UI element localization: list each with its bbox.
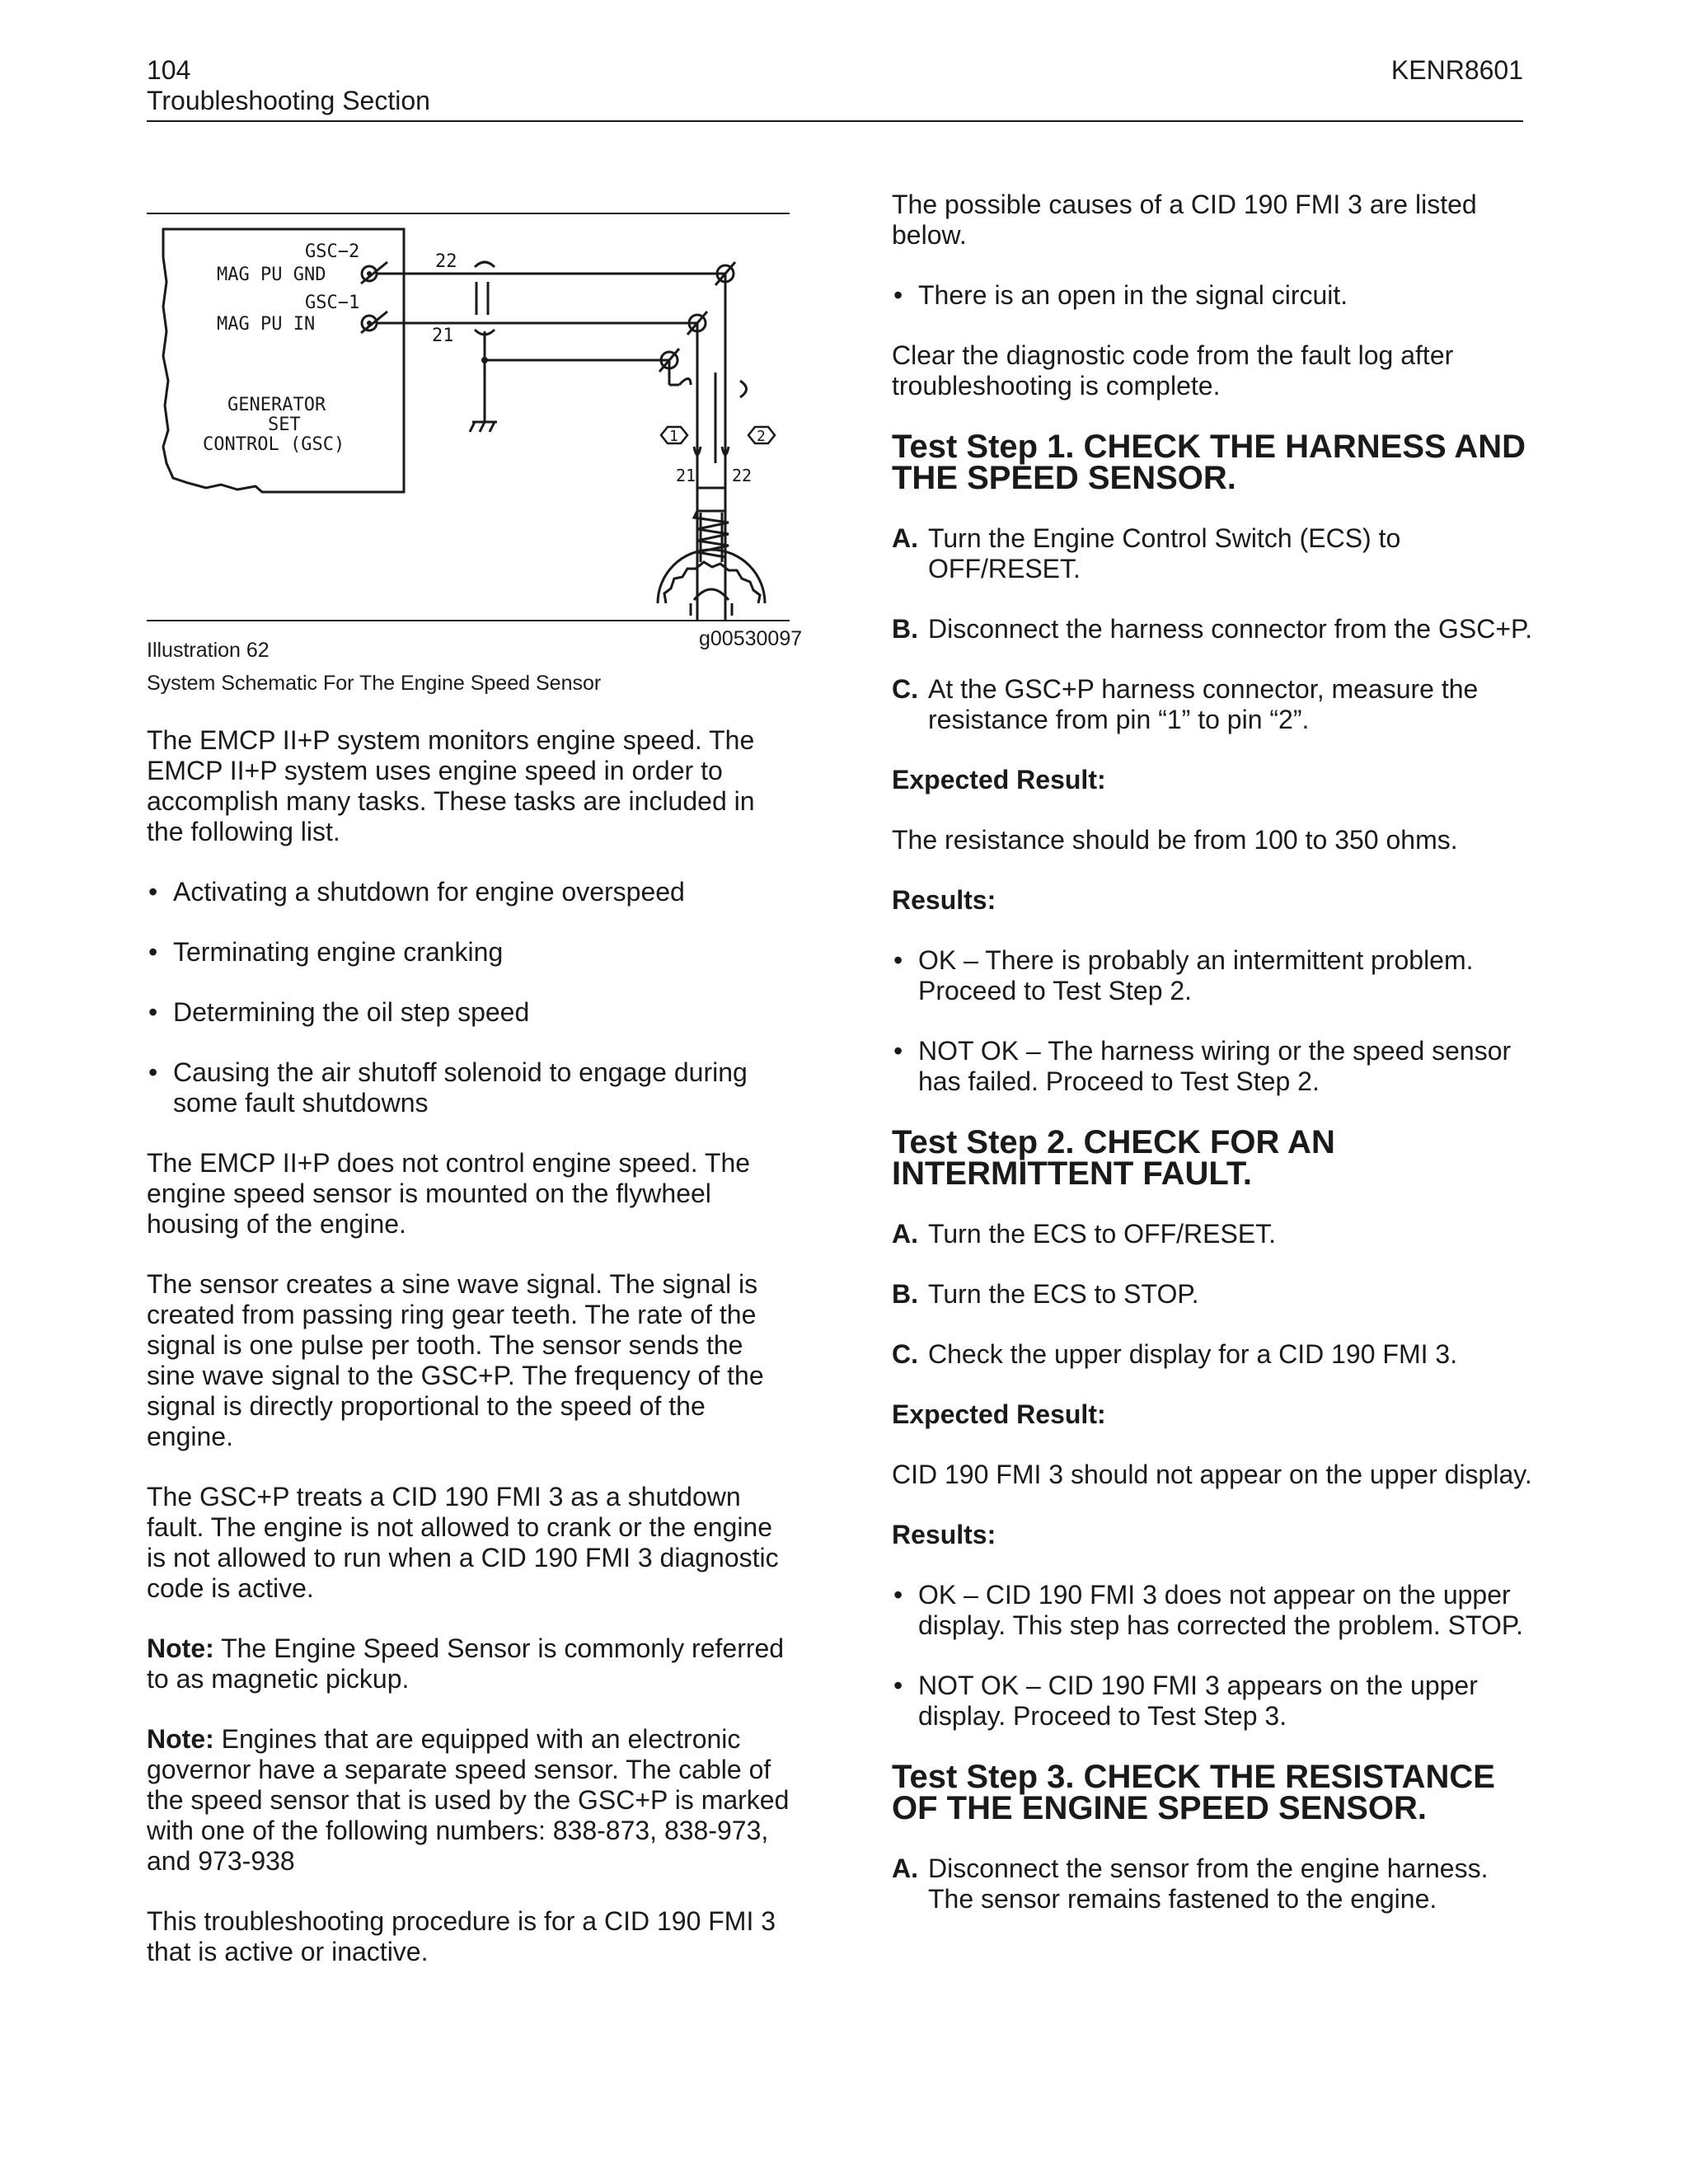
list-item: • OK – There is probably an intermittent problem. Proceed to Test Step 2.	[893, 945, 1474, 1005]
possible-causes-intro: The possible causes of a CID 190 FMI 3 are listed below.	[892, 190, 1477, 250]
test-step-3-heading: Test Step 3. CHECK THE RESISTANCE OF THE ENGINE SPEED SENSOR.	[892, 1759, 1495, 1826]
graphic-id: g00530097	[699, 627, 803, 650]
causes-list	[892, 280, 1535, 311]
list-item: • NOT OK – CID 190 FMI 3 appears on the upper display. Proceed to Test Step 3.	[893, 1671, 1478, 1731]
list-item: • Activating a shutdown for engine overspeed	[148, 877, 685, 907]
step2-c: C. Check the upper display for a CID 190 FMI 3.	[892, 1339, 1458, 1369]
figure-top-rule	[147, 213, 790, 214]
step1-expected-text: The resistance should be from 100 to 350 ohms.	[892, 825, 1458, 855]
step2-expected-text: CID 190 FMI 3 should not appear on the upper display.	[892, 1460, 1532, 1489]
page-number: 104	[147, 55, 191, 85]
step1-b: B. Disconnect the harness connector from the GSC+P.	[892, 614, 1533, 644]
label-gsc1: GSC−1	[305, 293, 360, 313]
step2-expected-label: Expected Result:	[892, 1399, 1106, 1429]
label-mag-pu-gnd: MAG PU GND	[217, 265, 326, 285]
label-wire-21: 21	[432, 326, 454, 346]
step1-c: C. At the GSC+P harness connector, measure the resistance from pin “1” to pin “2”.	[892, 674, 1479, 734]
document-id: KENR8601	[1390, 55, 1523, 85]
figure-bottom-rule	[147, 620, 790, 621]
label-control-gsc: CONTROL (GSC)	[203, 434, 345, 455]
label-pin-21: 21	[676, 466, 696, 485]
list-item: • Terminating engine cranking	[148, 937, 504, 967]
step2-b: B. Turn the ECS to STOP.	[892, 1279, 1199, 1309]
engine-speed-sensor-schematic	[147, 216, 790, 620]
label-generator: GENERATOR	[227, 395, 326, 415]
illustration-label: Illustration 62	[147, 639, 270, 662]
step1-expected-label: Expected Result:	[892, 765, 1106, 794]
task-list	[147, 877, 794, 1118]
step1-results-list	[892, 945, 1535, 1097]
label-pin-2: 2	[757, 428, 766, 445]
list-item: • There is an open in the signal circuit.	[893, 280, 1348, 310]
list-item: • Determining the oil step speed	[148, 997, 530, 1027]
step2-results-list	[892, 1580, 1535, 1732]
left-column	[147, 725, 794, 1997]
procedure-scope-paragraph: This troubleshooting procedure is for a CID 190 FMI 3 that is active or inactive.	[147, 1906, 776, 1966]
clear-code-paragraph: Clear the diagnostic code from the fault log after troubleshooting is complete.	[892, 340, 1454, 401]
label-set: SET	[268, 415, 301, 435]
speed-control-paragraph: The EMCP II+P does not control engine speed. The engine speed sensor is mounted on the flywheel housing of the engine.	[147, 1148, 751, 1239]
step1-results-label: Results:	[892, 885, 996, 915]
figure-caption: System Schematic For The Engine Speed Sensor	[147, 672, 602, 695]
step1-a: A. Turn the Engine Control Switch (ECS) to OFF/RESET.	[892, 523, 1401, 583]
note-magnetic-pickup: Note: The Engine Speed Sensor is commonly referred to as magnetic pickup.	[147, 1633, 785, 1694]
intro-paragraph: The EMCP II+P system monitors engine speed. The EMCP II+P system uses engine speed in order to accomplish many tasks. These tasks are included in the following list.	[147, 725, 755, 846]
test-step-1-heading: Test Step 1. CHECK THE HARNESS AND THE SPEED SENSOR.	[892, 429, 1526, 496]
list-item: • OK – CID 190 FMI 3 does not appear on the upper display. This step has corrected the problem. STOP.	[893, 1580, 1523, 1640]
header-rule	[147, 120, 1523, 122]
label-pin-1: 1	[669, 428, 678, 445]
right-column	[892, 190, 1535, 1944]
list-item: • Causing the air shutoff solenoid to engage during some fault shutdowns	[148, 1057, 748, 1118]
list-item: • NOT OK – The harness wiring or the speed sensor has failed. Proceed to Test Step 2.	[893, 1036, 1512, 1096]
step2-results-label: Results:	[892, 1520, 996, 1549]
step2-a: A. Turn the ECS to OFF/RESET.	[892, 1219, 1277, 1249]
sine-wave-paragraph: The sensor creates a sine wave signal. The signal is created from passing ring gear teeth. The rate of the signal is one pulse per tooth. The sensor sends the sine wave signal to the GSC+P. The frequency of the signal is directly proportional to the speed of the engine.	[147, 1269, 764, 1451]
test-step-2-heading: Test Step 2. CHECK FOR AN INTERMITTENT FAULT.	[892, 1124, 1335, 1192]
note-electronic-governor: Note: Engines that are equipped with an electronic governor have a separate speed sensor. The cable of the speed sensor that is used by the GSC+P is marked with one of the following numbers: 838-873, 838-973, and 973-938	[147, 1724, 790, 1876]
step3-a: A. Disconnect the sensor from the engine harness. The sensor remains fastened to the engine.	[892, 1854, 1489, 1914]
shutdown-fault-paragraph: The GSC+P treats a CID 190 FMI 3 as a shutdown fault. The engine is not allowed to crank or the engine is not allowed to run when a CID 190 FMI 3 diagnostic code is active.	[147, 1482, 779, 1603]
label-gsc2: GSC−2	[305, 241, 360, 262]
section-title: Troubleshooting Section	[147, 86, 430, 115]
label-wire-22: 22	[435, 251, 457, 272]
label-pin-22: 22	[732, 466, 753, 485]
label-mag-pu-in: MAG PU IN	[217, 314, 316, 335]
